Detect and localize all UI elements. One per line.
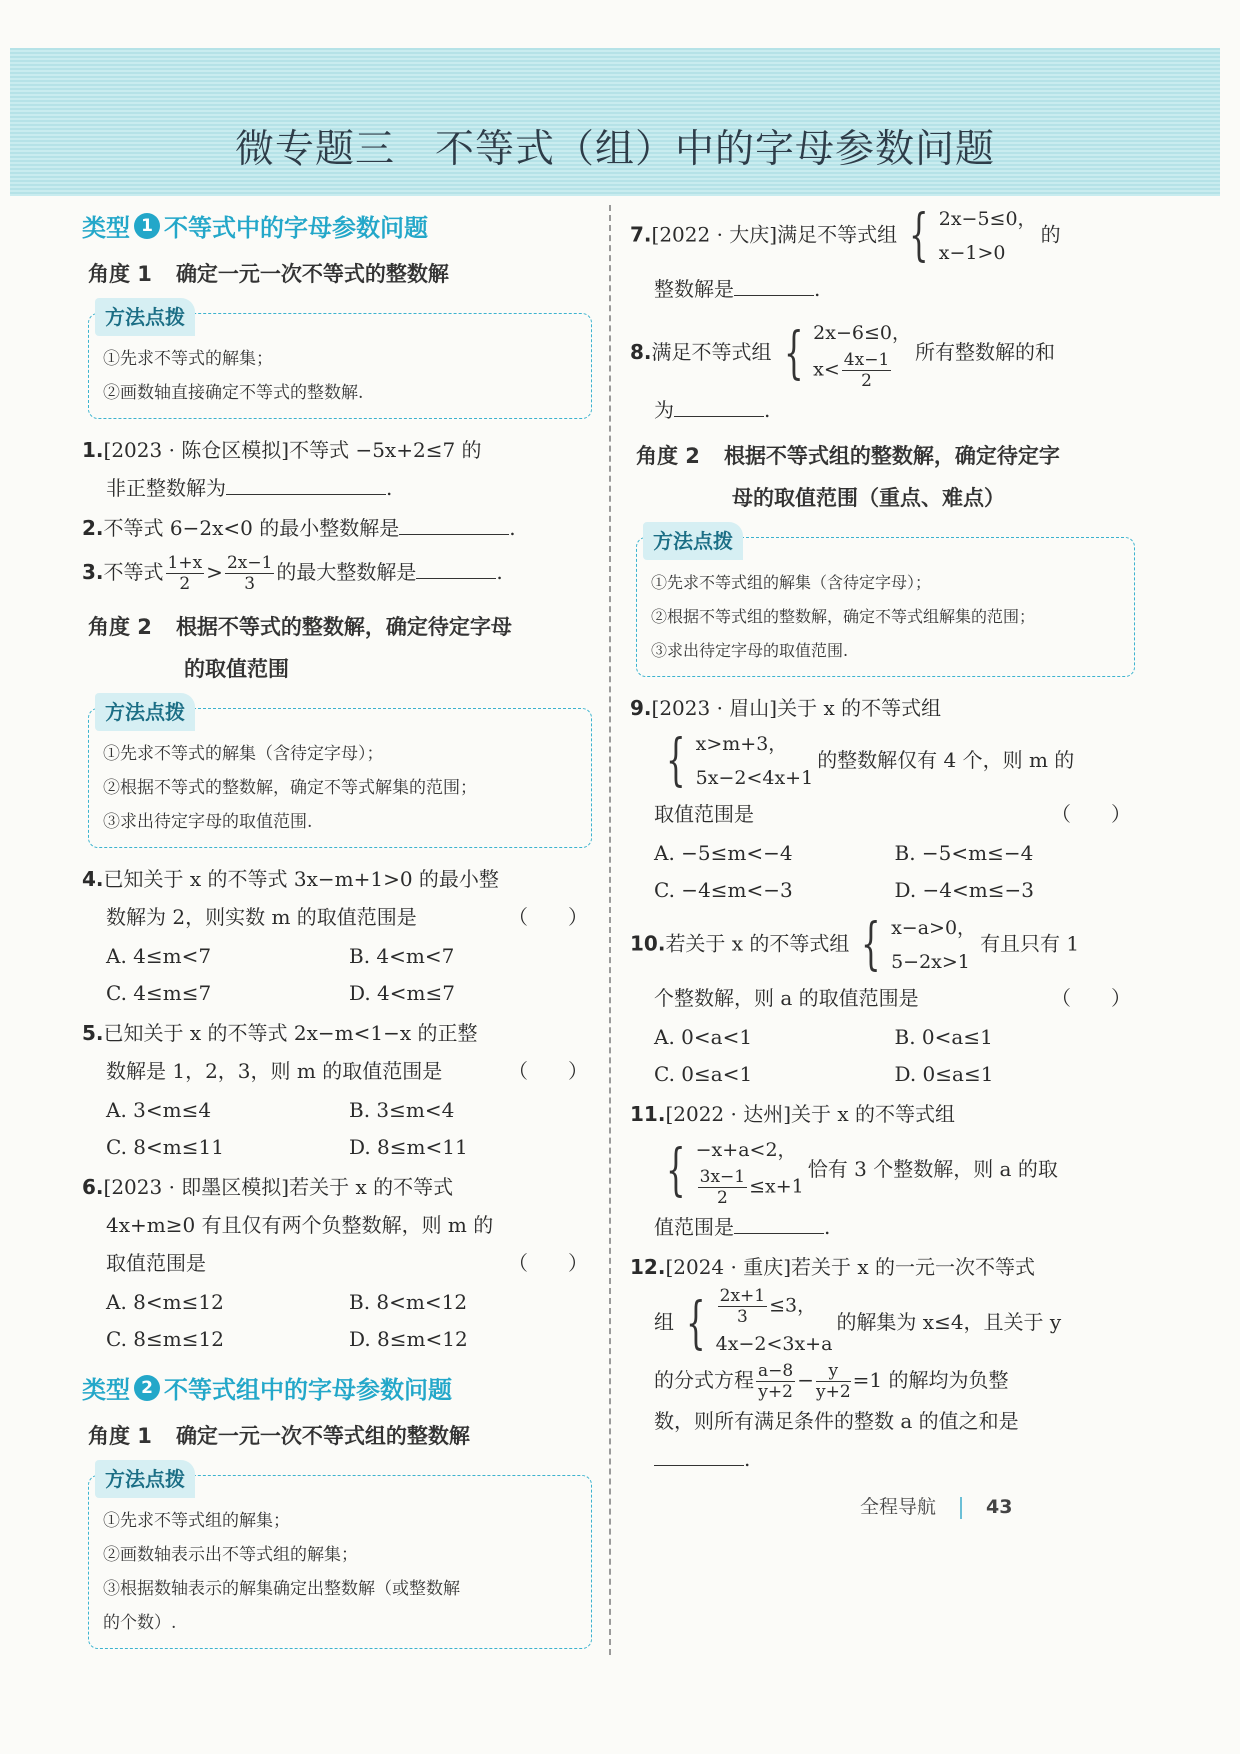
tip-line: ②根据不等式组的整数解，确定不等式组解集的范围；	[651, 607, 1036, 626]
tip-line: ③求出待定字母的取值范围.	[103, 812, 313, 832]
question-7	[630, 202, 1135, 308]
fraction	[842, 350, 891, 391]
method-tip-1	[88, 305, 592, 419]
type1-heading	[82, 208, 592, 243]
denominator: 2	[179, 574, 191, 594]
period: .	[386, 476, 393, 500]
answer-paren[interactable]: （ ）	[1051, 802, 1131, 826]
fraction	[225, 553, 274, 594]
system-row: x>m+3，	[695, 733, 788, 755]
option-a[interactable]: A. 4≤m<7	[106, 944, 212, 968]
question-text: 满足不等式组	[651, 340, 772, 364]
operator: >	[206, 560, 223, 584]
angle4-heading	[636, 435, 1135, 519]
question-number: 9.	[630, 696, 652, 720]
tip-line: ①先求不等式组的解集（含待定字母）；	[651, 573, 932, 592]
question-number: 2.	[82, 516, 104, 540]
denominator: 3	[244, 574, 256, 594]
question-text: 值范围是	[654, 1215, 734, 1239]
system-row: 4x−2<3x+a	[715, 1333, 833, 1355]
tip-title: 方法点拨	[95, 298, 195, 336]
type2-heading	[82, 1370, 592, 1405]
numerator: 3x−1	[699, 1167, 746, 1187]
brand-name: 全程导航	[860, 1496, 937, 1518]
answer-blank[interactable]	[226, 474, 386, 495]
question-text: 恰有 3 个整数解，则 a 的取	[807, 1157, 1058, 1181]
system-term: ≤x+1	[749, 1175, 804, 1198]
column-divider	[609, 205, 611, 1655]
question-5	[82, 1014, 592, 1090]
fraction	[166, 553, 205, 594]
inequality-system: { 2x−5≤0， x−1>0	[909, 203, 1037, 268]
question-text: 有且只有 1	[980, 931, 1080, 956]
inequality-system: { −x+a<2， $\frac{3x-1}{2}$ ≤x+1	[658, 1133, 804, 1208]
inequality-system: { $\frac{2x+1}{3}$ ≤3， 4x−2<3x+a	[678, 1286, 832, 1361]
answer-blank[interactable]	[654, 1445, 744, 1466]
footer-separator	[960, 1497, 962, 1519]
denominator: 2	[861, 371, 872, 391]
angle3-heading	[88, 1415, 592, 1457]
period: .	[744, 1447, 751, 1471]
angle2-heading	[88, 606, 592, 690]
option-c[interactable]: C. 0≤a<1	[654, 1062, 753, 1086]
question-text: 的分式方程	[654, 1368, 754, 1392]
question-text: [2022 · 达州]关于 x 的不等式组	[665, 1102, 956, 1126]
question-1	[82, 431, 592, 507]
tip-line: ①先求不等式组的解集；	[103, 1511, 290, 1531]
question-number: 6.	[82, 1175, 104, 1199]
method-tip-2	[88, 700, 592, 848]
inequality-system: { 2x−6≤0， x< $\frac{4x-1}{2}$	[776, 316, 911, 391]
inequality-system: { x−a>0， 5−2x>1	[861, 912, 977, 977]
tip-title: 方法点拨	[643, 522, 743, 560]
question-text: 若关于 x 的不等式组	[665, 931, 850, 956]
angle-text: 根据不等式的整数解，确定待定字母	[175, 615, 512, 639]
angle-tag: 角度 1	[88, 262, 152, 286]
question-number: 11.	[630, 1102, 666, 1126]
question-text: 数解是 1，2，3，则 m 的取值范围是	[106, 1059, 443, 1083]
system-term: x<	[813, 358, 840, 381]
page-footer	[860, 1492, 1012, 1519]
period: .	[509, 516, 516, 540]
question-10	[630, 911, 1135, 1017]
numerator: 4x−1	[843, 350, 890, 370]
question-text: 的	[1040, 222, 1061, 247]
fraction	[816, 1361, 851, 1402]
question-text: 为	[654, 398, 674, 422]
numerator: 2x+1	[719, 1286, 766, 1306]
tip-title: 方法点拨	[95, 1460, 195, 1498]
type-label: 不等式中的字母参数问题	[164, 214, 428, 242]
angle-tag: 角度 1	[88, 1424, 152, 1448]
option-c[interactable]: C. −4≤m<−3	[654, 878, 793, 902]
fraction	[718, 1286, 767, 1327]
question-text: =1 的解均为负整	[852, 1368, 1009, 1392]
question-8	[630, 316, 1135, 429]
option-d[interactable]: D. 4<m≤7	[349, 981, 455, 1005]
question-text: 不等式 6−2x<0 的最小整数解是	[103, 516, 400, 540]
option-b[interactable]: B. 8<m<12	[349, 1290, 468, 1314]
tip-line: ②画数轴表示出不等式组的解集；	[103, 1545, 358, 1565]
question-text: 非正整数解为	[106, 476, 226, 500]
answer-paren[interactable]: （ ）	[508, 1251, 588, 1275]
question-text: [2023 · 眉山]关于 x 的不等式组	[651, 696, 942, 720]
options-5	[82, 1092, 592, 1166]
option-c[interactable]: C. 8<m≤11	[106, 1135, 224, 1159]
question-text: 数解为 2，则实数 m 的取值范围是	[106, 905, 417, 929]
fraction	[698, 1167, 747, 1208]
question-number: 8.	[630, 340, 652, 364]
numerator: 1+x	[167, 553, 203, 573]
angle1-heading	[88, 253, 592, 295]
system-row: 2x−5≤0，	[938, 208, 1037, 230]
tip-line: 的个数）.	[103, 1613, 177, 1633]
question-3	[82, 553, 592, 594]
numerator: y	[816, 1361, 851, 1382]
denominator: 2	[716, 1188, 728, 1208]
denominator: y+2	[815, 1382, 851, 1402]
question-text: 已知关于 x 的不等式 2x−m<1−x 的正整	[103, 1021, 478, 1045]
question-number: 10.	[630, 931, 666, 956]
period: .	[824, 1215, 831, 1239]
system-row: 2x−6≤0，	[813, 322, 911, 344]
angle-text: 确定一元一次不等式组的整数解	[175, 1424, 470, 1448]
options-9	[630, 835, 1135, 909]
option-d[interactable]: D. 8≤m<11	[349, 1135, 468, 1159]
option-b[interactable]: B. 0<a≤1	[894, 1025, 993, 1049]
question-text: 所有整数解的和	[914, 340, 1055, 364]
question-4	[82, 860, 592, 936]
system-row: x−1>0	[938, 242, 1006, 264]
question-text: [2023 · 陈仓区模拟]不等式 −5x+2≤7 的	[103, 438, 482, 462]
angle-text: 根据不等式组的整数解，确定待定字	[723, 444, 1060, 468]
option-c[interactable]: C. 4≤m≤7	[106, 981, 212, 1005]
question-text: [2022 · 大庆]满足不等式组	[651, 222, 898, 247]
question-number: 1.	[82, 438, 104, 462]
question-number: 12.	[630, 1255, 666, 1279]
question-text: 的最大整数解是	[276, 560, 417, 584]
tip-line: ①先求不等式的解集（含待定字母）；	[103, 744, 384, 764]
question-text: 数，则所有满足条件的整数 a 的值之和是	[654, 1409, 1019, 1433]
options-10	[630, 1019, 1135, 1093]
options-4	[82, 938, 592, 1012]
option-a[interactable]: A. 8<m≤12	[106, 1290, 224, 1314]
option-b[interactable]: B. 4<m<7	[349, 944, 455, 968]
fraction	[756, 1361, 795, 1402]
question-11	[630, 1095, 1135, 1246]
system-row	[696, 1167, 804, 1208]
question-text: 的解集为 x≤4，且关于 y	[836, 1310, 1062, 1334]
question-text: [2023 · 即墨区模拟]若关于 x 的不等式	[103, 1175, 454, 1199]
question-text: 取值范围是	[106, 1251, 206, 1275]
period: .	[496, 560, 503, 584]
angle-text: 确定一元一次不等式的整数解	[175, 262, 449, 286]
page-number: 43	[986, 1496, 1013, 1518]
answer-paren[interactable]: （ ）	[1051, 986, 1131, 1010]
option-c[interactable]: C. 8≤m≤12	[106, 1327, 224, 1351]
period: .	[814, 277, 821, 301]
page-title: 微专题三 不等式（组）中的字母参数问题	[234, 127, 995, 172]
system-row: 5x−2<4x+1	[695, 767, 814, 789]
option-b[interactable]: B. 3≤m<4	[349, 1098, 455, 1122]
answer-blank[interactable]	[674, 396, 764, 417]
answer-blank[interactable]	[416, 558, 496, 579]
question-12	[630, 1248, 1135, 1478]
option-d[interactable]: D. −4<m≤−3	[894, 878, 1034, 902]
option-a[interactable]: A. 0<a<1	[654, 1025, 753, 1049]
question-text: 组	[654, 1310, 674, 1334]
system-row: 5−2x>1	[891, 951, 970, 973]
options-6	[82, 1284, 592, 1358]
system-row: x−a>0，	[891, 917, 977, 939]
denominator: y+2	[758, 1382, 793, 1402]
option-a[interactable]: A. 3<m≤4	[106, 1098, 212, 1122]
question-number: 4.	[82, 867, 104, 891]
question-text: 取值范围是	[654, 802, 754, 826]
tip-line: ③根据数轴表示的解集确定出整数解（或整数解	[103, 1579, 460, 1599]
angle-tag: 角度 2	[88, 615, 152, 639]
question-text: 整数解是	[654, 277, 734, 301]
tip-line: ②画数轴直接确定不等式的整数解.	[103, 383, 364, 403]
option-d[interactable]: D. 0≤a≤1	[894, 1062, 994, 1086]
system-row: −x+a<2，	[695, 1139, 797, 1161]
question-2	[82, 509, 592, 547]
answer-paren[interactable]: （ ）	[508, 905, 588, 929]
method-tip-3	[88, 1467, 592, 1649]
angle-text: 的取值范围	[184, 657, 289, 681]
question-number: 7.	[630, 222, 652, 247]
answer-blank[interactable]	[734, 1213, 824, 1234]
question-9	[630, 689, 1135, 833]
type-number-badge: 2	[134, 1375, 160, 1401]
angle-tag: 角度 2	[636, 444, 700, 468]
numerator: a−8	[758, 1361, 794, 1381]
tip-title: 方法点拨	[95, 693, 195, 731]
type-label: 不等式组中的字母参数问题	[164, 1376, 452, 1404]
system-row	[813, 350, 911, 391]
type-prefix: 类型	[82, 214, 130, 242]
question-6	[82, 1168, 592, 1282]
operator: −	[797, 1368, 814, 1392]
method-tip-4	[636, 529, 1135, 677]
type-number-badge: 1	[134, 213, 160, 239]
tip-line: ③求出待定字母的取值范围.	[651, 641, 849, 660]
system-row	[716, 1286, 833, 1327]
denominator: 3	[736, 1307, 748, 1327]
answer-paren[interactable]: （ ）	[508, 1059, 588, 1083]
type-prefix: 类型	[82, 1376, 130, 1404]
option-b[interactable]: B. −5<m≤−4	[894, 841, 1034, 865]
system-term: ≤3，	[769, 1294, 817, 1317]
title-banner	[10, 48, 1220, 196]
tip-line: ①先求不等式的解集；	[103, 349, 273, 369]
answer-blank[interactable]	[734, 275, 814, 296]
question-text: [2024 · 重庆]若关于 x 的一元一次不等式	[665, 1255, 1036, 1279]
inequality-system: { x>m+3， 5x−2<4x+1	[666, 728, 814, 793]
question-number: 3.	[82, 560, 104, 584]
right-column	[630, 200, 1135, 1480]
question-number: 5.	[82, 1021, 104, 1045]
question-text: 已知关于 x 的不等式 3x−m+1>0 的最小整	[103, 867, 499, 891]
question-text: 4x+m≥0 有且仅有两个负整数解，则 m 的	[106, 1213, 494, 1237]
option-a[interactable]: A. −5≤m<−4	[654, 841, 793, 865]
question-text: 不等式	[103, 560, 164, 584]
numerator: 2x−1	[226, 553, 273, 573]
question-text: 个整数解，则 a 的取值范围是	[654, 986, 919, 1010]
answer-blank[interactable]	[399, 514, 509, 535]
left-column	[82, 200, 592, 1661]
angle-text: 母的取值范围（重点、难点）	[732, 486, 1005, 510]
question-text: 的整数解仅有 4 个，则 m 的	[817, 747, 1075, 772]
period: .	[764, 398, 771, 422]
tip-line: ②根据不等式的整数解，确定不等式解集的范围；	[103, 778, 477, 798]
option-d[interactable]: D. 8≤m<12	[349, 1327, 468, 1351]
